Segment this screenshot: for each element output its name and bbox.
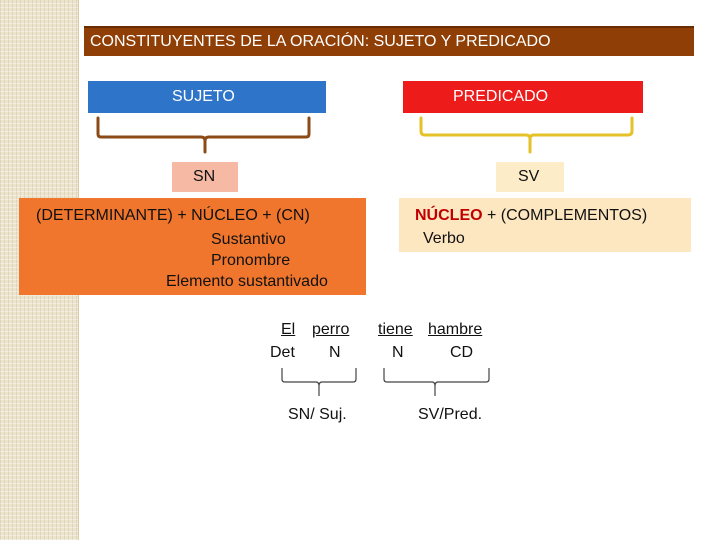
sn-structure-line3: Pronombre (211, 252, 291, 269)
sv-structure-box (399, 198, 691, 252)
sn-box (172, 162, 238, 192)
example-word-perro: perro (312, 321, 350, 338)
sn-structure-line1: (DETERMINANTE) + NÚCLEO + (CN) (36, 207, 310, 224)
predicado-label: PREDICADO (453, 88, 549, 105)
example-sn-suj: SN/ Suj. (288, 406, 347, 423)
example-word-el: El (281, 321, 296, 338)
example-tag-det: Det (270, 344, 295, 361)
sv-structure-line2: Verbo (423, 230, 465, 247)
sn-structure-line4: Elemento sustantivado (166, 273, 328, 290)
sn-structure-line2: Sustantivo (211, 231, 286, 248)
sv-example-bracket (384, 368, 489, 396)
sn-example-bracket (282, 368, 356, 396)
sv-structure-line1 (415, 206, 647, 226)
sn-label: SN (193, 168, 216, 185)
page-title: CONSTITUYENTES DE LA ORACIÓN: SUJETO Y PREDICADO (90, 33, 551, 50)
sujeto-bracket (98, 118, 309, 152)
example-word-tiene: tiene (378, 321, 413, 338)
example-sv-pred: SV/Pred. (418, 406, 483, 423)
complementos-text: + (COMPLEMENTOS) (482, 207, 648, 224)
sv-label: SV (518, 168, 540, 185)
nucleo-keyword: NÚCLEO (415, 207, 483, 224)
example-tag-n2: N (392, 344, 404, 361)
example-word-hambre: hambre (428, 321, 483, 338)
sn-structure-box (19, 198, 366, 295)
predicado-bracket (421, 118, 632, 152)
sv-box (496, 162, 564, 192)
sujeto-label: SUJETO (172, 88, 235, 105)
example-tag-cd: CD (450, 344, 474, 361)
example-tag-n1: N (329, 344, 341, 361)
